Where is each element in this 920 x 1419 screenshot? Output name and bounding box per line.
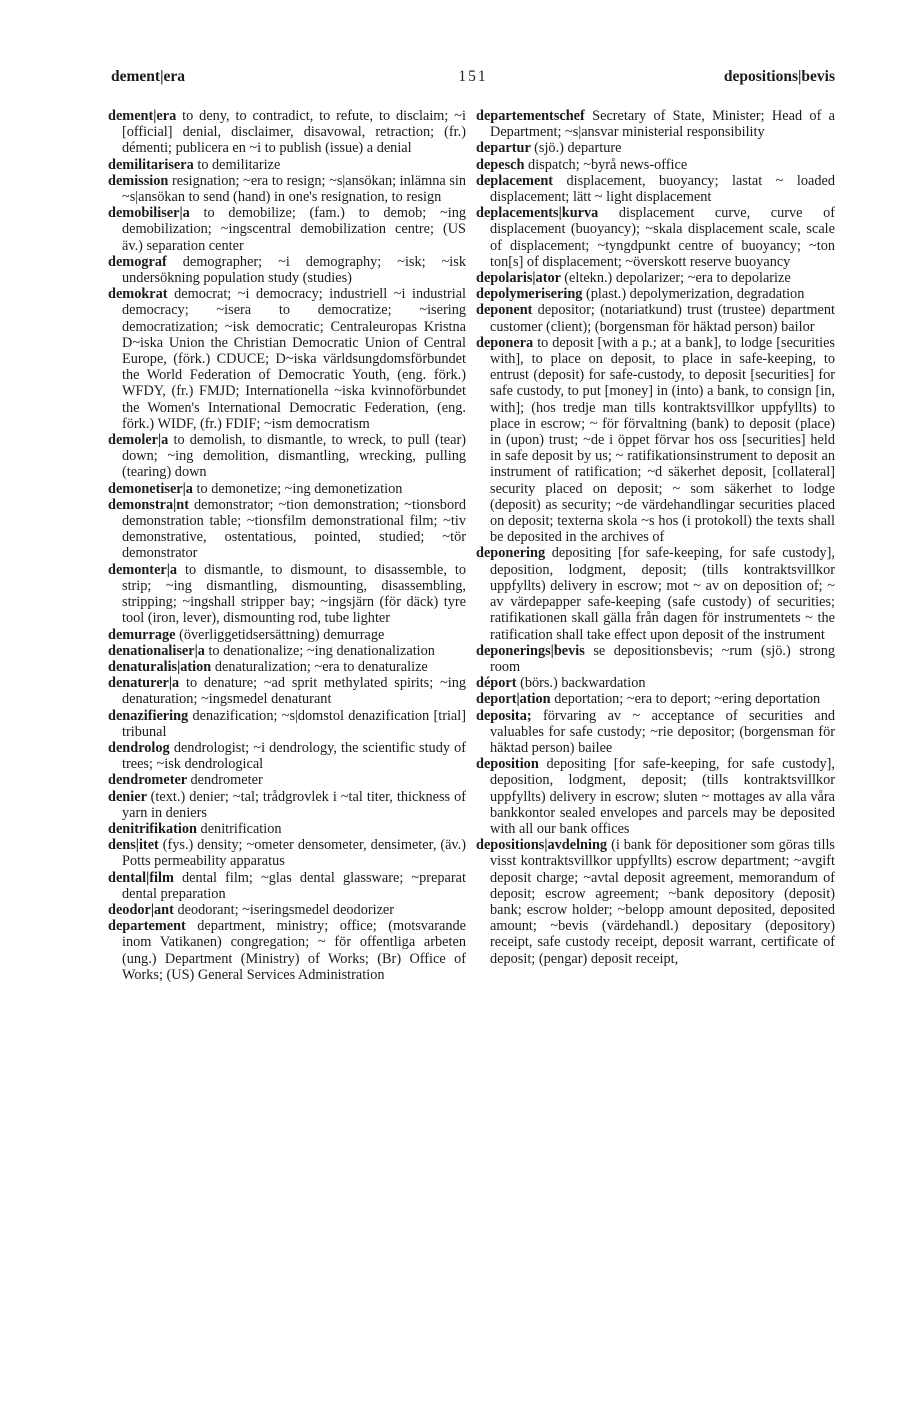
dictionary-entry [108,837,466,869]
entry-definition: depositor; (notariatkund) trust (trustee) department customer (client); (borgensman för häktad person) bailor [490,302,835,335]
entry-headword: deponering [476,545,546,562]
entry-definition: (plast.) depolymerization, degradation [586,286,805,303]
entry-definition: denaturalization; ~era to denaturalize [214,658,428,675]
entry-headword: deponent [476,302,533,319]
entry-headword: deponerings|bevis [476,642,585,659]
entry-headword: demilitarisera [108,156,194,173]
dictionary-entry [108,675,466,707]
entry-headword: dendrometer [108,772,187,789]
dictionary-entry [476,173,835,205]
entry-headword: demission [108,172,169,189]
entry-definition: to demilitarize [197,156,281,173]
dictionary-entry [476,157,835,173]
dictionary-entry [108,643,466,659]
entry-headword: dendrolog [108,739,170,756]
entry-headword: deposition [476,756,539,773]
entry-headword: depesch [476,156,525,173]
entry-headword: deponera [476,334,534,351]
entry-headword: depolaris|ator [476,270,561,287]
entry-headword: denazifiering [108,707,189,724]
entry-headword: denaturer|a [108,675,180,692]
entry-headword: déport [476,675,517,692]
dictionary-entry [476,691,835,707]
entry-definition: denitrification [200,820,282,837]
dictionary-entry [108,254,466,286]
entry-definition: se depositionsbevis; ~rum (sjö.) strong room [490,642,835,675]
entry-headword: deposita; [476,707,532,724]
entry-definition: to deposit [with a p.; at a bank], to lodge [securities with], to place on deposit, to place in safe-keeping, to entrust (deposit) for safe-custody, to deposit [securities] for safe custody, to put [money] in (into) a bank, to consign [in, with]; (hos tredje man tills kontraktsvillkor uppfyllts) to place in escrow; ~ för förvaltning (bank) to deposit (place) in (upon) trust; ~de i öppet förvar hos oss [securities] held in safe deposit by us; ~ ratifikationsinstrument to deposit an instrument of ratification; ~d säkerhet deposit, [collateral] security placed on deposit; ~ som säkerhet to lodge (deposit) as security; ~de värdehandlingar securities placed on deposit; texterna skola ~s hos (i protokoll) the texts shall be deposited in the archives of [490,334,835,546]
dictionary-entry [108,157,466,173]
entry-headword: denationaliser|a [108,642,205,659]
dictionary-entry [108,789,466,821]
dictionary-entry [476,675,835,691]
dictionary-entry [108,740,466,772]
entry-headword: demobiliser|a [108,205,190,222]
dictionary-entry [108,870,466,902]
entry-headword: denier [108,788,147,805]
entry-definition: dendrometer [190,772,263,789]
dictionary-entry [108,286,466,432]
header-right-headword: depositions|bevis [723,68,835,85]
entry-headword: dement|era [108,108,177,124]
dictionary-entry [108,205,466,254]
page-header [111,68,835,92]
entry-definition: to demolish, to dismantle, to wreck, to pull (tear) down; ~ing demolition, dismantling, wrecking, pulling (tearing) down [122,432,467,481]
dictionary-entry [476,286,835,302]
page-number: 151 [458,68,488,85]
entry-definition: depositing [for safe-keeping, for safe custody], deposition, lodgment, deposit; (tills kontraktsvillkor uppfyllts) delivery in escrow; sluten ~ mottages av alla våra bankkontor sealed envelopes and parcels may be deposited with all our bank offices [490,756,835,837]
entry-headword: denitrifikation [108,820,197,837]
dictionary-entry [108,173,466,205]
entry-definition: (börs.) backwardation [520,675,646,692]
dictionary-entry [476,108,835,140]
dictionary-entry [476,140,835,156]
entry-headword: depositions|avdelning [476,837,608,854]
entry-definition: democrat; ~i democracy; industriell ~i industrial democracy; ~isera to democratize; ~isering democratization; ~isk democratic; Centraleuropas Kristna D~iska Union the Christian Democratic Union of Central Europe, (förk.) CDUCE; D~iska världsungdomsförbundet the World Federation of Democratic Youth, (eng. förk.) WFDY, (fr.) FMJD; Internationella ~iska kvinnoförbundet the Women's International Democratic Federation, (eng. förk.) WIDF, (fr.) FDIF; ~ism democratism [122,286,467,432]
dictionary-entry [476,837,835,967]
left-column [108,108,466,983]
entry-headword: dental|film [108,869,174,886]
entry-definition: (fys.) density; ~ometer densometer, densimeter, (äv.) Potts permeability apparatus [122,837,466,870]
entry-headword: demograf [108,253,167,270]
entry-definition: department, ministry; office; (motsvarande inom Vatikanen) congregation; ~ för offentliga arbeten (ung.) Department (Ministry) of Works; (Br) Office of Works; (US) General Services Administration [122,918,466,983]
entry-headword: deodor|ant [108,901,174,918]
entry-definition: dendrologist; ~i dendrology, the scientific study of trees; ~isk dendrological [122,739,467,773]
entry-headword: departement [108,918,186,935]
entry-definition: förvaring av ~ acceptance of securities and valuables for safe custody; ~rie depositor; (borgensman för häktad person) bailee [490,707,835,756]
dictionary-entry [108,918,466,983]
entry-definition: (text.) denier; ~tal; trådgrovlek i ~tal titer, thickness of yarn in deniers [122,788,467,821]
entry-definition: Secretary of State, Minister; Head of a Department; ~s|ansvar ministerial responsibility [490,108,835,141]
entry-definition: displacement curve, curve of displacement (buoyancy); ~skala displacement scale, scale of displacement; ~tyngdpunkt centre of buoyancy; ~ton ton[s] of displacement; ~överskott reserve buoyancy [490,205,835,270]
dictionary-entry [108,432,466,481]
entry-headword: denaturalis|ation [108,658,212,675]
dictionary-entry [108,821,466,837]
entry-definition: resignation; ~era to resign; ~s|ansökan; inlämna sin ~s|ansökan to send (hand) in one's resignation, to resign [122,172,467,206]
dictionary-entry [108,708,466,740]
dictionary-entry [476,643,835,675]
entry-headword: demonstra|nt [108,496,189,513]
entry-headword: depolymerisering [476,286,583,303]
entry-definition: to demonetize; ~ing demonetization [196,480,403,497]
entry-definition: (i bank för depositioner som göras tills visst kontraktsvillkor uppfyllts) escrow department; ~avgift deposit charge; ~avtal deposit agreement, memorandum of deposit; escrow agreement; ~bank depository (deposit) bank; escrow holder; ~belopp amount deposited, deposited amount; ~bevis (värdehandl.) depositary (depository) receipt, safe custody receipt, deposit warrant, certificate of deposit; (pengar) deposit receipt, [490,837,835,967]
entry-definition: to denature; ~ad sprit methylated spirits; ~ing denaturation; ~ingsmedel denaturant [122,675,466,708]
entry-definition: to deny, to contradict, to refute, to disclaim; ~i [official] denial, disclaimer, disavowal, retraction; (fr.) démenti; publicera en ~i to publish (issue) a denial [122,108,467,157]
entry-headword: demonter|a [108,561,178,578]
entry-headword: dens|itet [108,837,159,854]
header-left-headword: dement|era [111,68,185,85]
dictionary-entry [108,659,466,675]
entry-definition: deodorant; ~iseringsmedel deodorizer [177,901,395,918]
entry-headword: demurrage [108,626,176,643]
entry-definition: to demobilize; (fam.) to demob; ~ing demobilization; ~ingscentral demobilization centre; (US äv.) separation center [122,205,466,254]
entry-definition: (överliggetidsersättning) demurrage [179,626,385,643]
dictionary-entry [108,902,466,918]
dictionary-entry [476,205,835,270]
dictionary-entry [108,481,466,497]
dictionary-entry [476,708,835,757]
right-column [476,108,835,967]
dictionary-entry [108,562,466,627]
entry-definition: deportation; ~era to deport; ~ering deportation [554,691,821,708]
entry-headword: deplacements|kurva [476,205,599,222]
dictionary-entry [108,772,466,788]
dictionary-entry [476,545,835,642]
entry-headword: demonetiser|a [108,480,193,497]
dictionary-entry [476,756,835,837]
entry-headword: departementschef [476,108,585,124]
entry-definition: (eltekn.) depolarizer; ~era to depolarize [564,270,791,287]
entry-definition: demonstrator; ~tion demonstration; ~tionsbord demonstration table; ~tionsfilm demonstrational film; ~tiv demonstrative, ostentatious, pointed, studied; ~tör demonstrator [122,496,466,562]
entry-headword: departur [476,140,531,157]
dictionary-entry [476,335,835,546]
entry-definition: (sjö.) departure [534,140,622,157]
entry-definition: displacement, buoyancy; lastat ~ loaded displacement; lätt ~ light displacement [490,172,835,206]
entry-headword: demoler|a [108,432,169,449]
dictionary-entry [108,627,466,643]
dictionary-entry [108,108,466,157]
entry-definition: dispatch; ~byrå news-office [528,156,688,173]
dictionary-entry [108,497,466,562]
entry-headword: demokrat [108,286,168,303]
entry-definition: to denationalize; ~ing denationalization [208,642,435,659]
entry-headword: deport|ation [476,691,551,708]
entry-definition: to dismantle, to dismount, to disassemble, to strip; ~ing dismantling, dismounting, disassembling, stripping; ~ingshall stripper bay; ~ingsjärn (för däck) tyre tool (iron, lever), dismounting rod, tube lighter [122,561,466,627]
entry-definition: denazification; ~s|domstol denazification [trial] tribunal [122,707,467,740]
dictionary-entry [476,270,835,286]
entry-headword: deplacement [476,172,554,189]
dictionary-entry [476,302,835,334]
entry-definition: depositing [for safe-keeping, for safe custody], deposition, lodgment, deposit; (tills kontraktsvillkor uppfyllts) delivery in escrow; mot ~ av on deposition of; ~ av värdepapper safe-keeping (safe custody) of securities; ratifikationen skall gälla från dagen för instrumentets ~ the ratification shall take effect upon deposit of the instrument [490,545,836,643]
entry-definition: dental film; ~glas dental glassware; ~preparat dental preparation [122,869,466,902]
entry-definition: demographer; ~i demography; ~isk; ~isk undersökning population study (studies) [122,253,466,287]
